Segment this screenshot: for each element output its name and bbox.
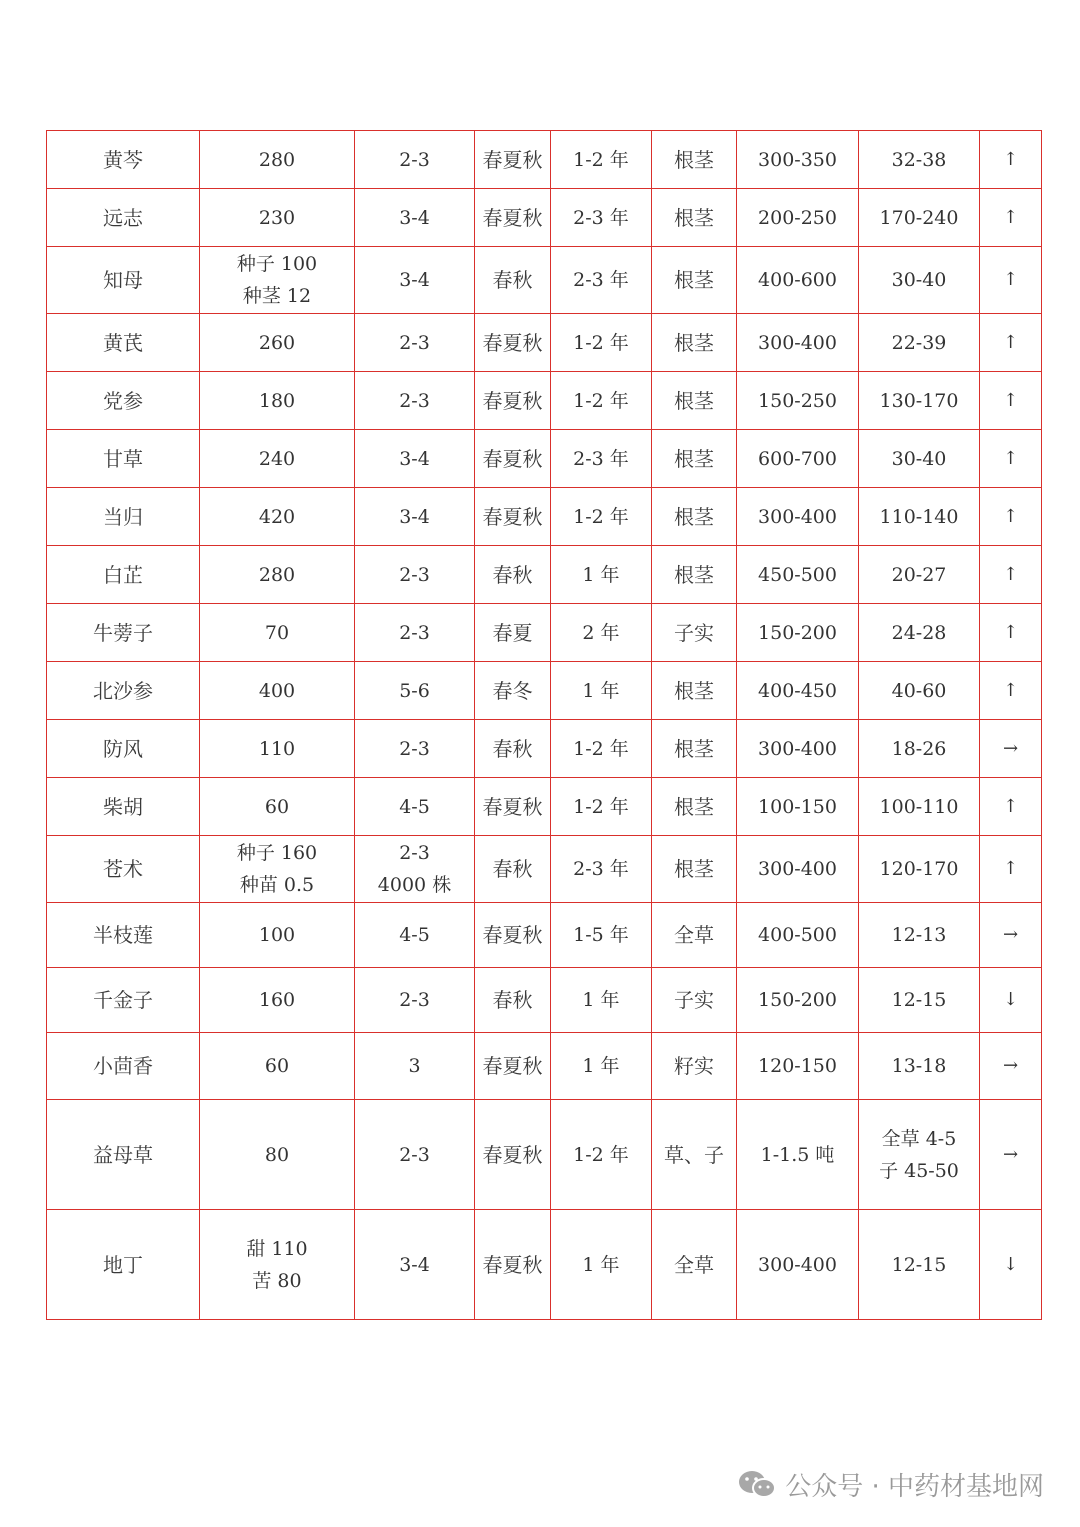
cell-c2 (355, 189, 475, 247)
cell-yield (737, 1210, 859, 1320)
cell-part: 根茎 (652, 720, 737, 778)
cell-c1 (200, 778, 355, 836)
cell-c2 (355, 430, 475, 488)
cell-trend: ↑ (980, 836, 1042, 903)
cell-part: 全草 (652, 1210, 737, 1320)
cell-line: 种子 160 (236, 842, 318, 864)
cell-trend: → (980, 720, 1042, 778)
cell-name: 千金子 (47, 968, 200, 1033)
cell-line: 160 (258, 989, 296, 1011)
cell-years: 1 年 (551, 662, 652, 720)
cell-name: 黄芪 (47, 314, 200, 372)
cell-yield (737, 430, 859, 488)
cell-price (859, 189, 980, 247)
cell-part: 根茎 (652, 189, 737, 247)
cell-line: 种苗 0.5 (239, 874, 315, 896)
cell-trend: ↓ (980, 968, 1042, 1033)
cell-c1 (200, 131, 355, 189)
cell-c1 (200, 372, 355, 430)
table-row (47, 604, 1042, 662)
table-row (47, 1100, 1042, 1210)
table-row (47, 546, 1042, 604)
cell-years: 2 年 (551, 604, 652, 662)
cell-season: 春夏秋 (475, 1210, 551, 1320)
cell-season: 春夏秋 (475, 314, 551, 372)
cell-line: 400-450 (758, 679, 837, 702)
cell-line: 150-200 (758, 621, 837, 644)
cell-name: 苍术 (47, 836, 200, 903)
cell-line: 12-15 (891, 989, 947, 1011)
cell-c1 (200, 488, 355, 546)
cell-line: 150-250 (758, 389, 837, 412)
cell-yield (737, 836, 859, 903)
cell-price (859, 430, 980, 488)
cell-line: 400-500 (758, 924, 837, 946)
cell-c2 (355, 372, 475, 430)
cell-yield (737, 488, 859, 546)
cell-part: 根茎 (652, 836, 737, 903)
cell-line: 12-13 (891, 924, 947, 946)
cell-line: 2-3 (399, 1143, 430, 1166)
table-row (47, 778, 1042, 836)
cell-trend: ↑ (980, 778, 1042, 836)
cell-season: 春秋 (475, 720, 551, 778)
cell-c1 (200, 836, 355, 903)
cell-line: 子 45-50 (879, 1159, 959, 1182)
cell-c2 (355, 247, 475, 314)
cell-season: 春夏 (475, 604, 551, 662)
cell-line: 240 (258, 447, 296, 470)
watermark (737, 1466, 1044, 1502)
cell-price (859, 836, 980, 903)
cell-years: 1-2 年 (551, 314, 652, 372)
cell-line: 230 (258, 206, 296, 229)
cell-line: 3-4 (399, 447, 430, 470)
cell-years: 1-2 年 (551, 131, 652, 189)
cell-name: 北沙参 (47, 662, 200, 720)
cell-trend: ↑ (980, 247, 1042, 314)
cell-line: 280 (258, 148, 296, 171)
table-row (47, 314, 1042, 372)
cell-line: 3 (408, 1055, 421, 1077)
cell-part: 根茎 (652, 488, 737, 546)
cell-c2 (355, 778, 475, 836)
cell-c1 (200, 546, 355, 604)
cell-name: 柴胡 (47, 778, 200, 836)
cell-yield (737, 314, 859, 372)
cell-name: 地丁 (47, 1210, 200, 1320)
cell-line: 40-60 (891, 679, 947, 702)
cell-yield (737, 372, 859, 430)
cell-line: 2-3 (399, 389, 430, 412)
cell-line: 300-400 (758, 858, 837, 880)
cell-c2 (355, 314, 475, 372)
cell-line: 110-140 (879, 505, 959, 528)
cell-price (859, 903, 980, 968)
cell-part: 根茎 (652, 430, 737, 488)
cell-line: 70 (264, 621, 290, 644)
cell-c1 (200, 720, 355, 778)
cell-yield (737, 720, 859, 778)
cell-line: 150-200 (758, 989, 837, 1011)
cell-part: 根茎 (652, 778, 737, 836)
cell-c1 (200, 903, 355, 968)
cell-yield (737, 247, 859, 314)
cell-years: 1 年 (551, 546, 652, 604)
cell-price (859, 372, 980, 430)
table-row (47, 720, 1042, 778)
table-row (47, 430, 1042, 488)
cell-trend: ↑ (980, 604, 1042, 662)
cell-line: 80 (264, 1143, 290, 1166)
cell-trend: ↑ (980, 372, 1042, 430)
cell-line: 30-40 (891, 447, 947, 470)
cell-c1 (200, 1100, 355, 1210)
cell-c2 (355, 1210, 475, 1320)
cell-season: 春秋 (475, 247, 551, 314)
cell-yield (737, 778, 859, 836)
cell-line: 600-700 (758, 447, 837, 470)
cell-years: 2-3 年 (551, 247, 652, 314)
cell-line: 3-4 (399, 269, 430, 291)
cell-season: 春冬 (475, 662, 551, 720)
cell-season: 春夏秋 (475, 488, 551, 546)
cell-price (859, 604, 980, 662)
cell-yield (737, 546, 859, 604)
cell-c1 (200, 604, 355, 662)
cell-c2 (355, 720, 475, 778)
cell-name: 小茴香 (47, 1033, 200, 1100)
cell-trend: → (980, 1100, 1042, 1210)
cell-part: 根茎 (652, 131, 737, 189)
cell-yield (737, 604, 859, 662)
cell-line: 22-39 (891, 331, 947, 354)
cell-line: 200-250 (758, 206, 837, 229)
cell-line: 300-400 (758, 505, 837, 528)
cell-line: 300-350 (758, 148, 837, 171)
cell-c2 (355, 604, 475, 662)
cell-line: 3-4 (399, 206, 430, 229)
table-row (47, 247, 1042, 314)
cell-line: 2-3 (399, 563, 430, 586)
cell-c2 (355, 488, 475, 546)
cell-c1 (200, 968, 355, 1033)
cell-part: 根茎 (652, 662, 737, 720)
cell-c1 (200, 314, 355, 372)
cell-line: 260 (258, 331, 296, 354)
cell-name: 知母 (47, 247, 200, 314)
cell-line: 180 (258, 389, 296, 412)
cell-trend: ↑ (980, 430, 1042, 488)
cell-part: 草、子 (652, 1100, 737, 1210)
cell-line: 2-3 (399, 989, 430, 1011)
cell-price (859, 314, 980, 372)
cell-yield (737, 131, 859, 189)
cell-line: 2-3 (399, 148, 430, 171)
cell-price (859, 968, 980, 1033)
cell-line: 3-4 (399, 1253, 430, 1276)
cell-years: 1 年 (551, 1210, 652, 1320)
table-row (47, 968, 1042, 1033)
cell-line: 4-5 (399, 924, 430, 946)
cell-name: 当归 (47, 488, 200, 546)
cell-line: 100-110 (879, 795, 959, 818)
cell-line: 60 (264, 1055, 290, 1077)
cell-season: 春夏秋 (475, 778, 551, 836)
cell-name: 甘草 (47, 430, 200, 488)
cell-line: 2-3 (399, 842, 430, 864)
cell-years: 2-3 年 (551, 836, 652, 903)
cell-season: 春夏秋 (475, 430, 551, 488)
cell-price (859, 1210, 980, 1320)
cell-line: 5-6 (399, 679, 430, 702)
cell-line: 100-150 (758, 795, 837, 818)
cell-line: 苦 80 (252, 1269, 302, 1292)
wechat-icon (737, 1469, 777, 1499)
cell-trend: ↑ (980, 189, 1042, 247)
cell-years: 1 年 (551, 968, 652, 1033)
cell-years: 1-2 年 (551, 488, 652, 546)
cell-line: 18-26 (891, 737, 947, 760)
cell-c2 (355, 968, 475, 1033)
cell-price (859, 546, 980, 604)
cell-c2 (355, 546, 475, 604)
cell-c2 (355, 662, 475, 720)
cell-c1 (200, 1210, 355, 1320)
table-row (47, 131, 1042, 189)
cell-yield (737, 1033, 859, 1100)
cell-season: 春夏秋 (475, 903, 551, 968)
cell-line: 300-400 (758, 1253, 837, 1276)
cell-c1 (200, 189, 355, 247)
cell-price (859, 720, 980, 778)
cell-line: 300-400 (758, 331, 837, 354)
cell-name: 牛蒡子 (47, 604, 200, 662)
cell-trend: → (980, 1033, 1042, 1100)
cell-line: 2-3 (399, 737, 430, 760)
cell-season: 春夏秋 (475, 1100, 551, 1210)
cell-c2 (355, 903, 475, 968)
cell-part: 籽实 (652, 1033, 737, 1100)
cell-price (859, 1033, 980, 1100)
cell-part: 根茎 (652, 314, 737, 372)
cell-yield (737, 1100, 859, 1210)
cell-c2 (355, 1033, 475, 1100)
cell-price (859, 778, 980, 836)
herb-table (46, 130, 1042, 1320)
cell-c2 (355, 1100, 475, 1210)
cell-line: 30-40 (891, 269, 947, 291)
table-row (47, 372, 1042, 430)
cell-line: 32-38 (891, 148, 947, 171)
cell-part: 根茎 (652, 247, 737, 314)
cell-season: 春夏秋 (475, 189, 551, 247)
cell-part: 根茎 (652, 372, 737, 430)
cell-line: 2-3 (399, 621, 430, 644)
cell-c1 (200, 1033, 355, 1100)
cell-years: 1-5 年 (551, 903, 652, 968)
cell-line: 120-150 (758, 1055, 837, 1077)
cell-c1 (200, 430, 355, 488)
cell-years: 1-2 年 (551, 372, 652, 430)
cell-line: 3-4 (399, 505, 430, 528)
cell-line: 100 (258, 924, 296, 946)
cell-name: 白芷 (47, 546, 200, 604)
cell-line: 300-400 (758, 737, 837, 760)
cell-line: 甜 110 (246, 1237, 308, 1260)
cell-line: 130-170 (879, 389, 959, 412)
cell-part: 根茎 (652, 546, 737, 604)
cell-c1 (200, 662, 355, 720)
table-row (47, 1033, 1042, 1100)
cell-name: 远志 (47, 189, 200, 247)
cell-trend: ↓ (980, 1210, 1042, 1320)
cell-price (859, 662, 980, 720)
cell-line: 12-15 (891, 1253, 947, 1276)
cell-yield (737, 903, 859, 968)
cell-season: 春夏秋 (475, 372, 551, 430)
cell-trend: ↑ (980, 662, 1042, 720)
cell-price (859, 1100, 980, 1210)
cell-season: 春秋 (475, 968, 551, 1033)
cell-line: 110 (258, 737, 296, 760)
cell-years: 1 年 (551, 1033, 652, 1100)
cell-years: 1-2 年 (551, 778, 652, 836)
cell-c1 (200, 247, 355, 314)
cell-years: 2-3 年 (551, 189, 652, 247)
table-row (47, 836, 1042, 903)
cell-trend: ↑ (980, 131, 1042, 189)
cell-season: 春夏秋 (475, 1033, 551, 1100)
cell-years: 2-3 年 (551, 430, 652, 488)
cell-season: 春秋 (475, 836, 551, 903)
cell-name: 半枝莲 (47, 903, 200, 968)
cell-line: 全草 4-5 (881, 1127, 957, 1150)
cell-yield (737, 189, 859, 247)
table-row (47, 1210, 1042, 1320)
cell-line: 4-5 (399, 795, 430, 818)
cell-c2 (355, 836, 475, 903)
cell-line: 450-500 (758, 563, 837, 586)
cell-years: 1-2 年 (551, 1100, 652, 1210)
cell-season: 春夏秋 (475, 131, 551, 189)
cell-line: 种茎 12 (242, 285, 312, 307)
table-row (47, 662, 1042, 720)
watermark-text: 公众号 · 中药材基地网 (785, 1471, 1044, 1502)
cell-part: 子实 (652, 604, 737, 662)
cell-yield (737, 968, 859, 1033)
cell-part: 全草 (652, 903, 737, 968)
cell-trend: ↑ (980, 546, 1042, 604)
cell-line: 120-170 (879, 858, 959, 880)
cell-c2 (355, 131, 475, 189)
cell-line: 2-3 (399, 331, 430, 354)
cell-years: 1-2 年 (551, 720, 652, 778)
cell-line: 种子 100 (236, 253, 318, 275)
cell-line: 60 (264, 795, 290, 818)
table-row (47, 903, 1042, 968)
cell-price (859, 247, 980, 314)
cell-name: 防风 (47, 720, 200, 778)
cell-trend: ↑ (980, 488, 1042, 546)
cell-name: 黄芩 (47, 131, 200, 189)
cell-line: 420 (258, 505, 296, 528)
table-row (47, 189, 1042, 247)
cell-yield (737, 662, 859, 720)
cell-price (859, 488, 980, 546)
cell-price (859, 131, 980, 189)
cell-name: 益母草 (47, 1100, 200, 1210)
cell-name: 党参 (47, 372, 200, 430)
cell-trend: ↑ (980, 314, 1042, 372)
cell-trend: → (980, 903, 1042, 968)
cell-line: 1-1.5 吨 (760, 1143, 835, 1166)
cell-season: 春秋 (475, 546, 551, 604)
cell-line: 24-28 (891, 621, 947, 644)
cell-line: 13-18 (891, 1055, 947, 1077)
cell-part: 子实 (652, 968, 737, 1033)
cell-line: 4000 株 (377, 874, 452, 896)
table-row (47, 488, 1042, 546)
cell-line: 280 (258, 563, 296, 586)
cell-line: 20-27 (891, 563, 947, 586)
cell-line: 170-240 (879, 206, 959, 229)
cell-line: 400 (258, 679, 296, 702)
cell-line: 400-600 (758, 269, 837, 291)
